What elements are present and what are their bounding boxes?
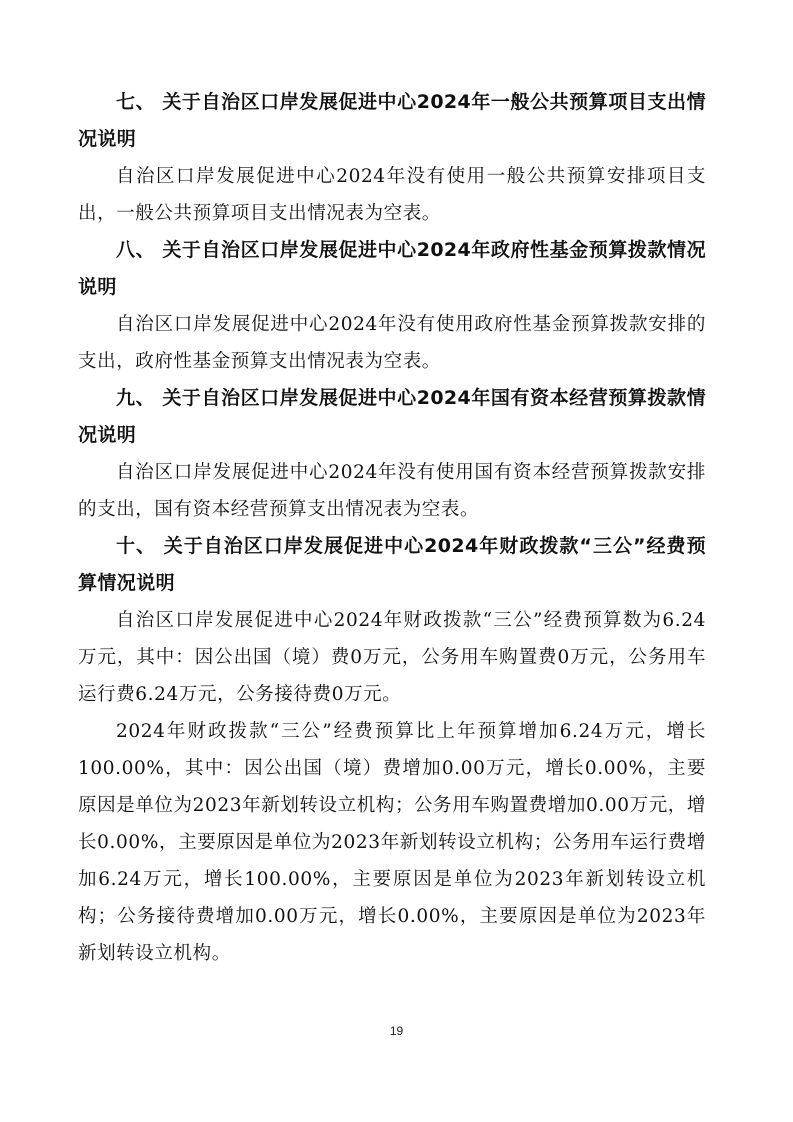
section-10-paragraph-2: 2024年财政拨款“三公”经费预算比上年预算增加6.24万元，增长100.00%，其中：因公出国（境）费增加0.00万元，增长0.00%，主要原因是单位为2023年新划转设立机构；公务用车购置费增加0.00万元，增长0.00%，主要原因是单位为2023年新划转设立机构；公务用车运行费增加6.24万元，增长100.00%，主要原因是单位为2023年新划转设立机构；公务接待费增加0.00万元，增长0.00%，主要原因是单位为2023年新划转设立机构。 xyxy=(78,721,706,964)
section-9-paragraph: 自治区口岸发展促进中心2024年没有使用国有资本经营预算拨款安排的支出，国有资本经营预算支出情况表为空表。 xyxy=(78,462,706,520)
section-8-paragraph: 自治区口岸发展促进中心2024年没有使用政府性基金预算拨款安排的支出，政府性基金预算支出情况表为空表。 xyxy=(78,314,706,372)
section-8-heading: 八、 关于自治区口岸发展促进中心2024年政府性基金预算拨款情况说明 xyxy=(78,239,706,298)
section-10-heading: 十、 关于自治区口岸发展促进中心2024年财政拨款“三公”经费预算情况说明 xyxy=(78,535,706,594)
section-9-heading: 九、 关于自治区口岸发展促进中心2024年国有资本经营预算拨款情况说明 xyxy=(78,387,706,446)
page-number: 19 xyxy=(389,1024,404,1038)
section-10-paragraph-1: 自治区口岸发展促进中心2024年财政拨款“三公”经费预算数为6.24万元，其中：因公出国（境）费0万元，公务用车购置费0万元，公务用车运行费6.24万元，公务接待费0万元。 xyxy=(78,610,706,705)
section-7-heading: 七、 关于自治区口岸发展促进中心2024年一般公共预算项目支出情况说明 xyxy=(78,91,706,150)
section-7-paragraph: 自治区口岸发展促进中心2024年没有使用一般公共预算安排项目支出，一般公共预算项目支出情况表为空表。 xyxy=(78,166,706,224)
document-body xyxy=(78,84,706,972)
